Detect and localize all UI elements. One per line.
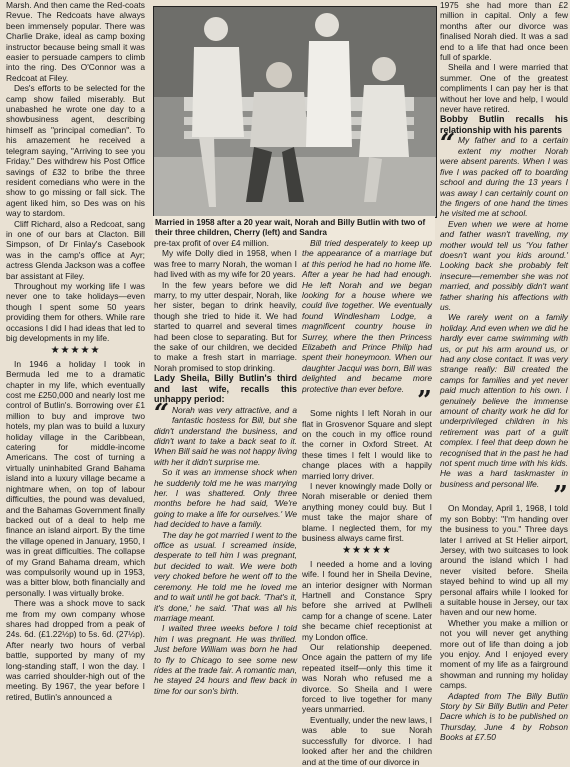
paragraph: Whether you make a million or not you will never get anything more out of life than doing a job you enjoy. And I enjoyed every moment of my life as a fairground showman and running my holiday camps. bbox=[440, 617, 568, 691]
paragraph: 1975 she had more than £2 million in capital. Only a few months after our divorce was finalised Norah died. It was a sad end to a life that had once been full of sparkle. bbox=[440, 0, 568, 63]
paragraph: I never knowingly made Dolly or Norah miserable or denied them anything money could buy. But I must take the major share of blame. I neglected them, for my business always came first. bbox=[302, 480, 432, 543]
quote-paragraph bbox=[440, 129, 568, 219]
paragraph: Throughout my working life I was never one to take holidays—even though I spent some 50 years providing them for others. While rare occasions I did I had ideas that led to big developments in my life. bbox=[6, 280, 145, 343]
column-3 bbox=[302, 238, 432, 767]
section-heading: Bobby Butlin recalls his relationship with his parents bbox=[440, 114, 568, 135]
paragraph: Des's efforts to be selected for the camp show failed miserably. But unabashed he wrote one day to a showbusiness agent, describing himself as "principal comedian". To his amazement he received a telegram saying, "Arriving to see you Friday." Des withdrew his Post Office savings of £32 to bribe the three resident comedians who were in the show to go missing or fall sick. The agent liked him, so Des was on his way to stardom. bbox=[6, 83, 145, 219]
paragraph: Some nights I left Norah in our flat in Grosvenor Square and slept on the couch in my office round the corner in Oxford Street. At these times I felt I would like to change places with a happily married lorry driver. bbox=[302, 408, 432, 481]
paragraph: In the few years before we did marry, to my utter despair, Norah, like her sister, began to drink heavily, though she tried to hide it. We had started to quarrel and several times had been close to separating. But for the sake of our children, we decided to make a fresh start in marriage. Norah promised to stop drinking. bbox=[154, 279, 297, 373]
open-quote-icon: “ bbox=[440, 129, 455, 160]
photo-illustration bbox=[154, 7, 436, 217]
star-divider: ★★★★★ bbox=[50, 345, 101, 357]
paragraph: Eventually, under the new laws, I was able to sue Norah successfully for divorce. I had looked after her and the children and at the time of our divorce in bbox=[302, 714, 432, 767]
paragraph: My wife Dolly died in 1958, when I was free to marry Norah, the woman I had lived with as my wife for 20 years. bbox=[154, 248, 297, 280]
quote-paragraph: Bill tried desperately to keep up the appearance of a marriage but at this period he had no home life. After a year he had had enough. He left Norah and we began looking for a house where we could live together. We eventually found Windlesham Lodge, a magnificent country house in Surrey, where the then Princess Elizabeth and Prince Philip had spent their honeymoon. When our daughter Jacqui was born, Bill was delighted and became more protective than ever before. bbox=[302, 238, 432, 394]
quote-text: Norah was very attractive, and a fantastic hostess for Bill, but she didn't understand the business, and didn't want to take a back seat to it. When Bill said he was not happy living with her it didn't surprise me. bbox=[154, 404, 297, 467]
quote-paragraph: So it was an immense shock when he suddenly told me he was marrying her. I was shattered. Only three months before he had said, 'We're going to make a life for ourselves.' We had decided to have a family. bbox=[154, 467, 297, 530]
paragraph: On Monday, April 1, 1968, I told my son Bobby: "I'm handing over the business to you." Three days later I arrived at St Helier airport, Jersey, with two suitcases to look around the island which I had never visited before. Sheila stayed behind to wind up all my personal affairs while I looked for a suitable house in Jersey, our tax haven and our new home. bbox=[440, 503, 568, 618]
paragraph: Marsh. And then came the Red-coats Revue. The Redcoats have always been immensely popular. There was Charlie Drake, ideal as camp boxing instructor because being small it was easier to persuade campers to climb into the ring. Des O'Connor was a Redcoat at Filey. bbox=[6, 0, 145, 83]
paragraph: I needed a home and a loving wife. I found her in Sheila Devine, an interior designer with Norman Hartnell and Constance Spry before she arrived at Pwllheli camp for a change of scene. Later she became chief receptionist at my London office. bbox=[302, 558, 432, 642]
paragraph: Cliff Richard, also a Redcoat, sang in one of our bars at Clacton. Bill Simpson, of Dr Finlay's Casebook was in the camp's office at Ayr; actress Glenda Jackson was a coffee bar assistant at Filey. bbox=[6, 218, 145, 281]
paragraph: Sheila and I were married that summer. One of the greatest compliments I can pay her is that without her love and help, I would never have retired. bbox=[440, 62, 568, 115]
star-divider: ★★★★★ bbox=[342, 545, 392, 557]
book-credit: Adapted from The Billy Butlin Story by Sir Billy Butlin and Peter Dacre which is to be published on Thursday, June 4 by Robson Books at £7.50 bbox=[440, 690, 568, 743]
family-photo bbox=[153, 6, 437, 218]
quote-paragraph: I waited three weeks before I told him I was pregnant. He was thrilled. Just before William was born he had to fly to Chicago to see some new rides at the trade fair. A romantic man, he stayed 24 hours and flew back in time for our son's birth. bbox=[154, 623, 297, 696]
quote-paragraph bbox=[154, 398, 297, 467]
close-quote-icon: ” bbox=[417, 386, 432, 417]
column-1 bbox=[6, 0, 145, 702]
quote-paragraph: Even when we were at home and father wasn't travelling, my mother would tell us 'You father doesn't want you kids around.' Looking back she probably felt insecure—remember she was not married, and possibly didn't want father sharing his affections with us. bbox=[440, 218, 568, 312]
quote-text: My father and to a certain extent my mother Norah were absent parents. When I was five I was packed off to boarding school and during the 13 years I was away I can certainly count on the fingers of one hand the times he visited me at school. bbox=[440, 135, 568, 219]
column-4 bbox=[440, 0, 568, 743]
paragraph: pre-tax profit of over £4 million. bbox=[154, 238, 269, 248]
close-quote-icon: ” bbox=[553, 481, 568, 512]
quote-paragraph: We rarely went on a family holiday. And even when we did he hardly ever came swimming with us, or put his arm around us, or had any close contact. It was very strange really: Bill created the camps for families and yet never paid much attention to his own. I genuinely believe the immense amount of charity work he did for underprivileged children in his retirement was part of a guilt complex. I feel that deep down he recognised that in the past he had not spent much time with his kids. He was a hard taskmaster in business and personal life. bbox=[440, 312, 568, 489]
paragraph: Our relationship deepened. Once again the pattern of my life repeated itself—only this time it was Norah who refused me a divorce. So Sheila and I were forced to live together for many years unmarried. bbox=[302, 642, 432, 715]
paragraph: In 1946 a holiday I took in Bermuda led me to a dramatic chapter in my life, which eventually cost me £250,000 and nearly lost me control of Butlin's. Borrowing over £1 million to buy and improve two hotels, my plan was to build a luxury holiday village in the Caribbean, catering for middle-income Americans. The cost of turning a virtually uninhabited Grand Bahama island into a luxury village became a nightmare when, on top of labour difficulties, the pound was devalued, and the Bahamas Government finally backed out of a deal to help me finance an island airport. By the time the village opened in January, 1950, I was in great difficulties. The collapse of my Grand Bahama dream, which was compulsorily wound up in 1953, was a bitter blow, both financially and personally. I was virtually broke. bbox=[6, 358, 145, 598]
quote-paragraph: The day he got married I went to the office as usual. I screamed inside, desperate to tell him I was pregnant, but decided to wait. We were both very choked before he went off to the ceremony. He told me he loved me and to wait until he got back. 'That's it, it's done,' he said. 'That was all his marriage meant. bbox=[154, 529, 297, 623]
photo-caption: Married in 1958 after a 20 year wait, Norah and Billy Butlin with two of their three children, Cherry (left) and Sandra bbox=[153, 216, 435, 240]
column-2 bbox=[154, 238, 297, 696]
paragraph: There was a shock move to sack me from my own company whose shares had dropped from a peak of 24s. 6d. (£1.22½p) to 5s. 6d. (27½p). After nearly two hours of verbal battle, supported by many of my long-standing staff, I won the day. I was carried shoulder-high out of the meeting. By 1967, the year before I retired, Butlin's announced a bbox=[6, 598, 145, 702]
section-heading: Lady Sheila, Billy Butlin's third and last wife, recalls this unhappy period: bbox=[154, 373, 297, 405]
open-quote-icon: “ bbox=[154, 398, 169, 429]
